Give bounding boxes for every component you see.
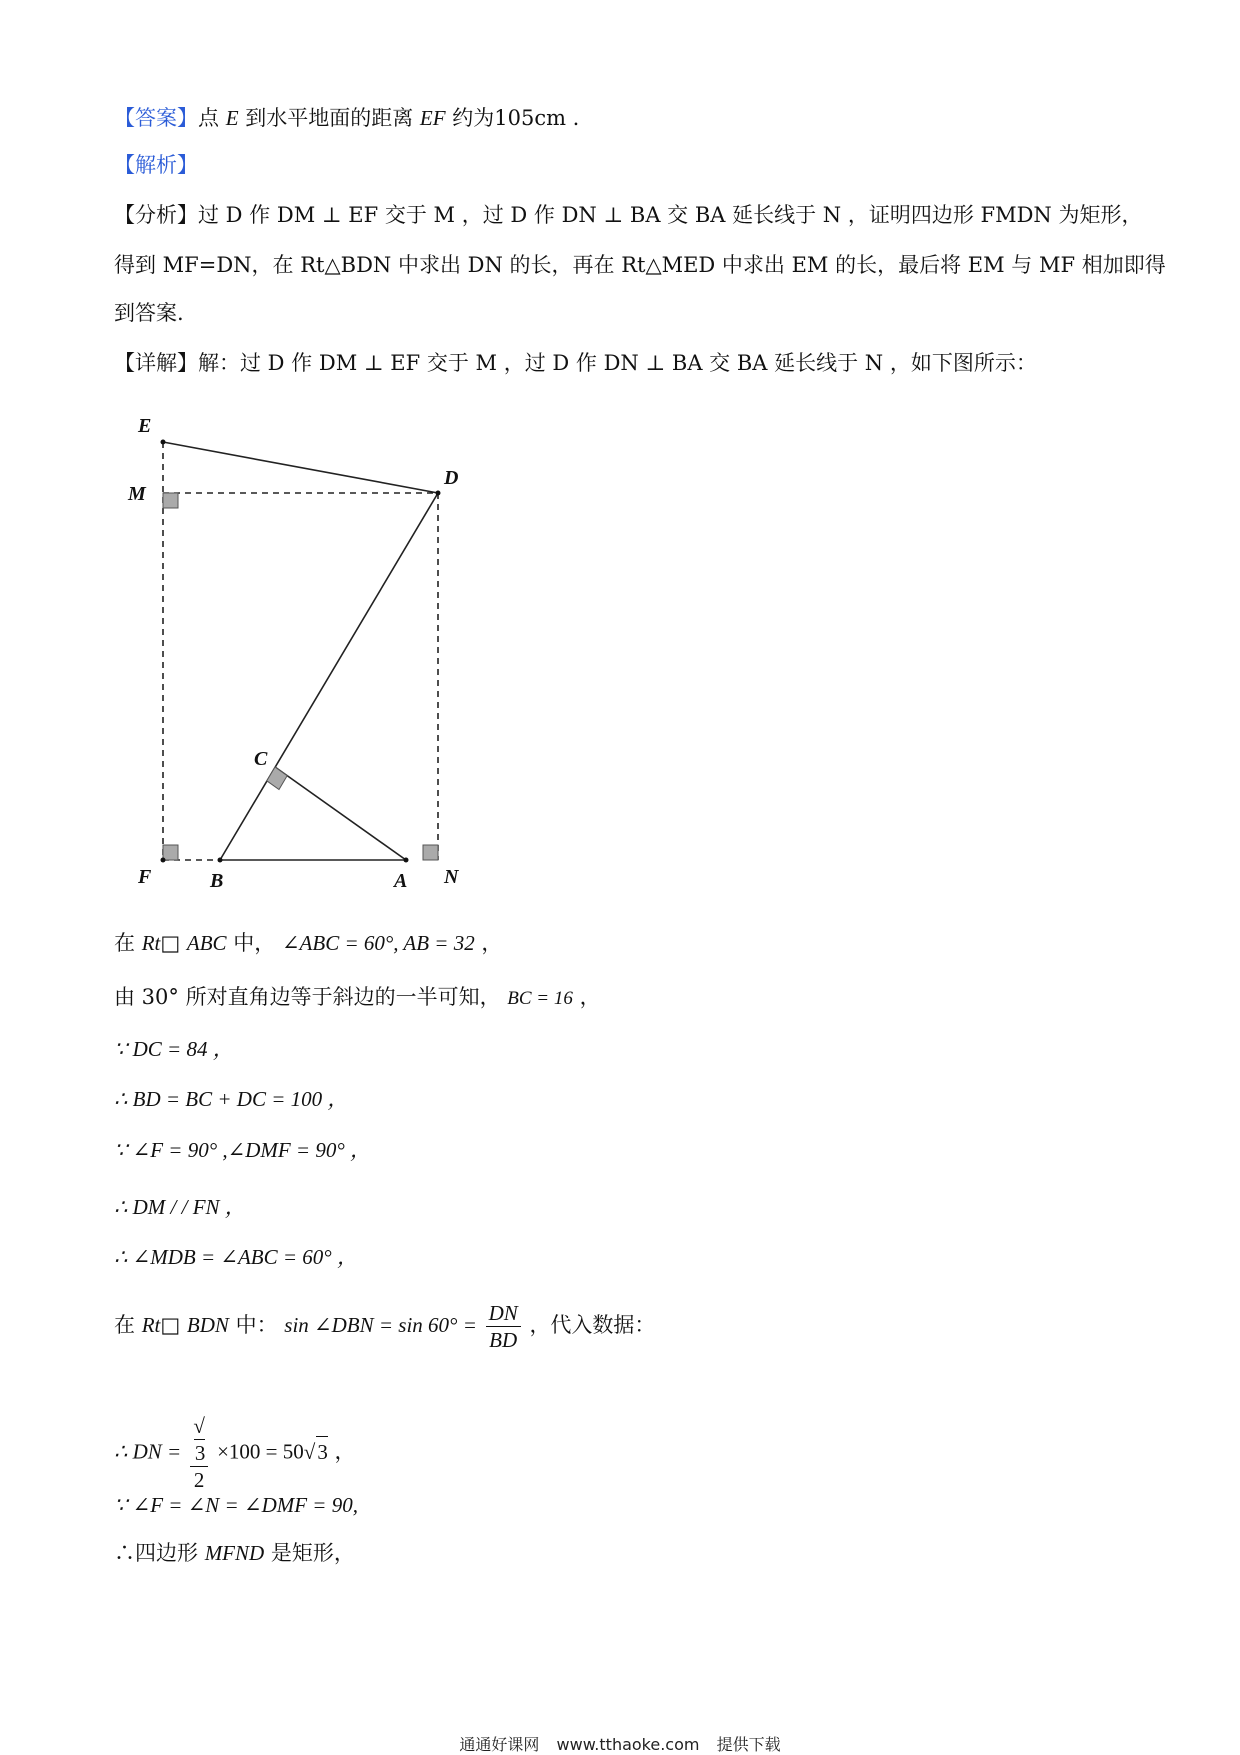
step-9-prefix: ∴ DN = xyxy=(114,1439,182,1464)
answer-text-1: 点 xyxy=(198,106,219,130)
right-angle-m xyxy=(163,493,178,508)
step-1-rt: Rt xyxy=(141,931,161,955)
segment-ed xyxy=(163,442,438,493)
label-e: E xyxy=(138,415,152,437)
fenxi-line-1 xyxy=(114,200,1143,230)
point-b xyxy=(218,858,223,863)
footer-site-name: 通通好课网 xyxy=(459,1735,540,1754)
label-c: C xyxy=(254,748,268,770)
step-8-numerator: DN xyxy=(486,1300,521,1327)
step-6: ∴ DM / / FN ， xyxy=(114,1195,246,1219)
point-f xyxy=(161,858,166,863)
answer-point-e: E xyxy=(225,106,239,130)
step-9-product: ×100 = 50 xyxy=(217,1439,304,1464)
step-8-denominator: BD xyxy=(489,1328,518,1352)
step-8-rt: Rt xyxy=(141,1313,161,1337)
xiangjie-text: 解：过 D 作 DM ⊥ EF 交于 M ，过 D 作 DN ⊥ BA 交 BA 延长线于 N ，如下图所示： xyxy=(198,351,1037,375)
step-9-denominator: 2 xyxy=(193,1468,205,1492)
answer-text-3: 约为105cm . xyxy=(452,106,580,130)
analysis-tag: 【解析】 xyxy=(114,153,198,177)
footer-cta: 提供下载 xyxy=(716,1735,781,1754)
step-3: ∵ DC = 84 ， xyxy=(114,1037,234,1061)
step-11 xyxy=(114,1538,355,1568)
answer-text-2: 到水平地面的距离 xyxy=(245,106,414,130)
step-8 xyxy=(114,1300,655,1353)
step-1-triangle-name: ABC xyxy=(186,931,227,955)
step-1-mid: 中， xyxy=(233,931,276,955)
page-footer xyxy=(0,1732,1240,1755)
fenxi-line-2 xyxy=(114,250,1166,280)
step-1-end: ， xyxy=(481,931,503,955)
step-10: ∵ ∠F = ∠N = ∠DMF = 90, xyxy=(114,1493,358,1517)
label-n: N xyxy=(444,866,459,888)
step-7: ∴ ∠MDB = ∠ABC = 60° ， xyxy=(114,1245,358,1269)
answer-line xyxy=(114,103,579,133)
step-2-equation: BC = 16 xyxy=(507,988,573,1009)
right-angle-c xyxy=(267,767,287,790)
fenxi-line-3 xyxy=(114,298,184,328)
fenxi-tag: 【分析】 xyxy=(114,203,198,227)
step-9-root: √3 xyxy=(304,1440,328,1464)
step-8-prefix: 在 xyxy=(114,1313,135,1337)
step-1-equation: ∠ABC = 60°, AB = 32 xyxy=(281,931,475,955)
label-b: B xyxy=(210,870,224,892)
step-11-prefix: ∴四边形 xyxy=(114,1541,198,1565)
label-f: F xyxy=(138,866,152,888)
step-2-text: 由 30° 所对直角边等于斜边的一半可知， xyxy=(114,985,501,1009)
step-1 xyxy=(114,928,502,958)
answer-tag: 【答案】 xyxy=(114,106,198,130)
step-9-numerator: √ 3 xyxy=(190,1413,209,1467)
xiangjie-line xyxy=(114,348,1037,378)
step-8-end: ，代入数据： xyxy=(529,1313,656,1337)
step-8-fraction xyxy=(486,1300,521,1353)
point-e xyxy=(161,440,166,445)
step-5: ∵ ∠F = 90° ,∠DMF = 90° ， xyxy=(114,1138,372,1162)
footer-url[interactable]: www.tthaoke.com xyxy=(556,1735,700,1754)
analysis-heading xyxy=(114,150,198,180)
step-8-triangle-name: BDN xyxy=(186,1313,229,1337)
segment-ca xyxy=(275,767,406,860)
step-9-root-radicand: 3 xyxy=(316,1436,328,1467)
point-a xyxy=(404,858,409,863)
xiangjie-tag: 【详解】 xyxy=(114,351,198,375)
step-9 xyxy=(114,1413,356,1493)
fenxi-text-2: 得到 MF=DN，在 Rt△BDN 中求出 DN 的长，再在 Rt△MED 中求出 EM 的长，最后将 EM 与 MF 相加即得 xyxy=(114,253,1166,277)
step-1-triangle-symbol: □ xyxy=(160,931,181,955)
right-angle-n xyxy=(423,845,438,860)
step-11-quadrilateral: MFND xyxy=(204,1541,265,1565)
label-a: A xyxy=(394,870,408,892)
step-9-end: ， xyxy=(334,1439,356,1464)
step-2-end: ， xyxy=(579,985,601,1009)
right-angle-f xyxy=(163,845,178,860)
step-9-radicand: 3 xyxy=(194,1441,206,1465)
step-11-end: 是矩形， xyxy=(270,1541,355,1565)
step-8-equation: sin ∠DBN = sin 60° = xyxy=(284,1313,477,1337)
answer-segment-ef: EF xyxy=(419,106,446,130)
step-4: ∴ BD = BC + DC = 100 ， xyxy=(114,1087,349,1111)
label-d: D xyxy=(444,467,459,489)
geometry-figure xyxy=(118,400,478,900)
fenxi-text-1: 过 D 作 DM ⊥ EF 交于 M ，过 D 作 DN ⊥ BA 交 BA 延长线于 N ，证明四边形 FMDN 为矩形， xyxy=(198,203,1143,227)
step-9-fraction xyxy=(190,1413,209,1493)
label-m: M xyxy=(128,483,146,505)
step-2 xyxy=(114,982,601,1014)
step-8-triangle-symbol: □ xyxy=(160,1313,181,1337)
step-1-prefix: 在 xyxy=(114,931,135,955)
point-d xyxy=(436,491,441,496)
fenxi-text-3: 到答案. xyxy=(114,301,184,325)
step-8-mid: 中： xyxy=(235,1313,278,1337)
